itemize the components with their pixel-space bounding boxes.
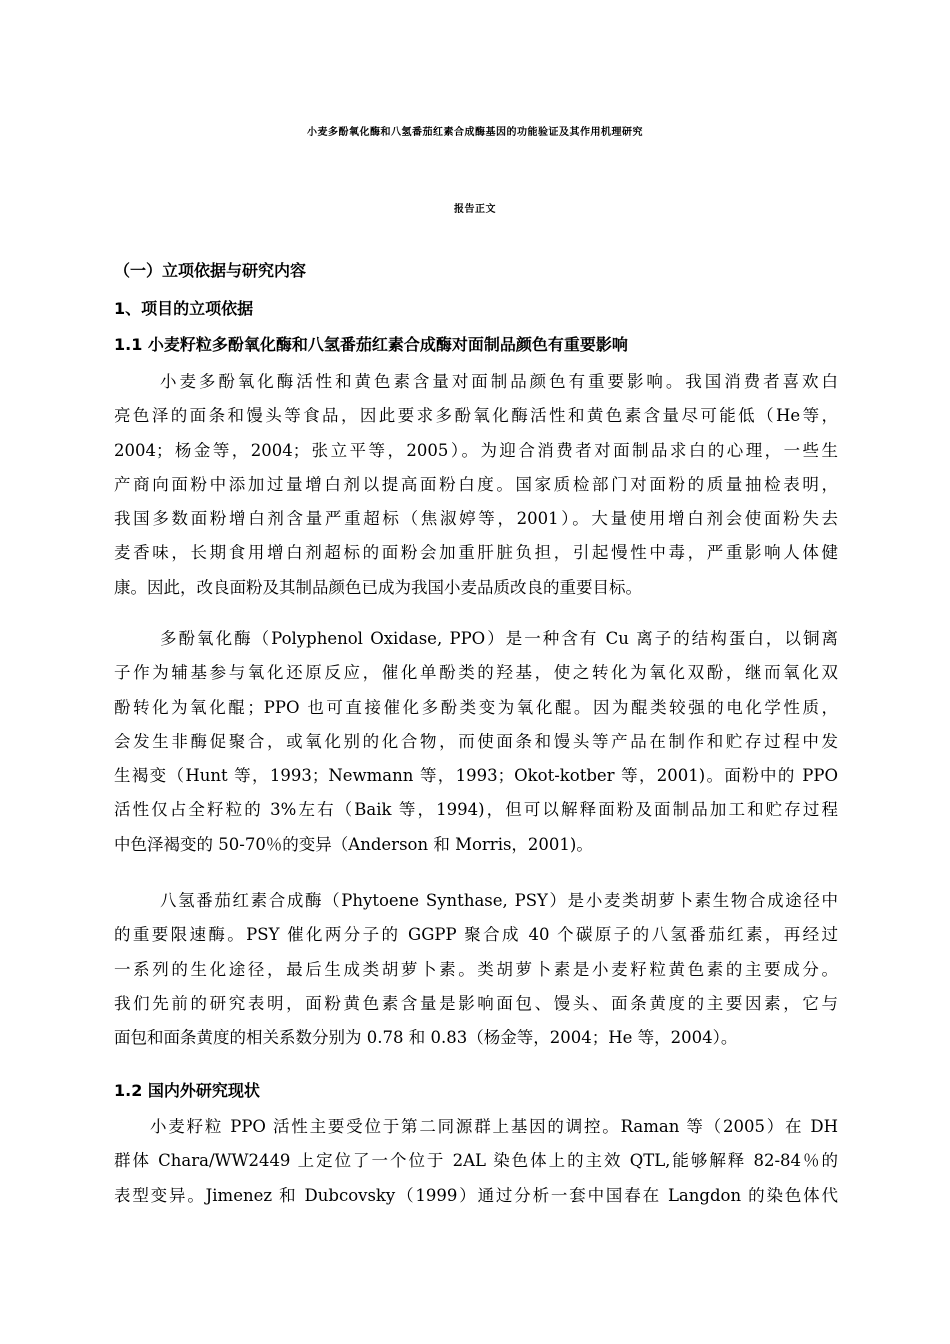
paragraph-2	[114, 622, 838, 862]
paragraph-line: 中色泽褐变的 50-70％的变异（Anderson 和 Morris，2001)。	[114, 834, 593, 854]
paragraph-line: 麦香味，长期食用增白剂超标的面粉会加重肝脏负担，引起慢性中毒，严重影响人体健	[114, 543, 838, 563]
paragraph-line: 多酚氧化酶（Polyphenol Oxidase, PPO）是一种含有 Cu 离子的结构蛋白，以铜离	[160, 629, 838, 648]
paragraph-1	[114, 365, 838, 605]
document-subtitle: 报告正文	[454, 204, 496, 215]
heading-1-1: 1.1 小麦籽粒多酚氧化酶和八氢番茄红素合成酶对面制品颜色有重要影响	[114, 335, 628, 354]
paragraph-3	[114, 884, 838, 1055]
paragraph-line: 康。因此，改良面粉及其制品颜色已成为我国小麦品质改良的重要目标。	[114, 577, 642, 597]
paragraph-line: 的重要限速酶。PSY 催化两分子的 GGPP 聚合成 40 个碳原子的八氢番茄红素，再经过	[114, 925, 838, 945]
heading-1-2: 1.2 国内外研究现状	[114, 1081, 260, 1100]
paragraph-line: 亮色泽的面条和馒头等食品，因此要求多酚氧化酶活性和黄色素含量尽可能低（He等，	[114, 406, 838, 426]
paragraph-line: 八氢番茄红素合成酶（Phytoene Synthase, PSY）是小麦类胡萝卜素生物合成途径中	[160, 891, 838, 910]
paragraph-line: 子作为辅基参与氧化还原反应，催化单酚类的羟基，使之转化为氧化双酚，继而氧化双	[114, 663, 838, 683]
paragraph-line: 我国多数面粉增白剂含量严重超标（焦淑婷等，2001）。大量使用增白剂会使面粉失去	[114, 509, 838, 529]
subsection-heading: 1、项目的立项依据	[114, 299, 254, 318]
paragraph-line: 活性仅占全籽粒的 3%左右（Baik 等，1994)，但可以解释面粉及面制品加工和贮存过程	[114, 800, 838, 820]
paragraph-line: 酚转化为氧化醌；PPO 也可直接催化多酚类变为氧化醌。因为醌类较强的电化学性质，	[114, 697, 838, 717]
paragraph-line: 小麦籽粒 PPO 活性主要受位于第二同源群上基因的调控。Raman 等（2005）在 DH	[150, 1117, 838, 1136]
document-title: 小麦多酚氧化酶和八氢番茄红素合成酶基因的功能验证及其作用机理研究	[307, 127, 643, 138]
paragraph-line: 产商向面粉中添加过量增白剂以提高面粉白度。国家质检部门对面粉的质量抽检表明，	[114, 474, 838, 494]
paragraph-line: 表型变异。Jimenez 和 Dubcovsky（1999）通过分析一套中国春在 Langdon 的染色体代	[114, 1185, 838, 1205]
section-heading: （一）立项依据与研究内容	[114, 261, 307, 280]
paragraph-4	[114, 1110, 838, 1213]
paragraph-line: 生褐变（Hunt 等，1993；Newmann 等，1993；Okot-kotber 等，2001)。面粉中的 PPO	[114, 766, 838, 786]
paragraph-line: 会发生非酶促聚合，或氧化别的化合物，而使面条和馒头等产品在制作和贮存过程中发	[114, 731, 838, 751]
paragraph-line: 2004；杨金等，2004；张立平等，2005）。为迎合消费者对面制品求白的心理，一些生	[114, 440, 838, 460]
paragraph-line: 我们先前的研究表明，面粉黄色素含量是影响面包、馒头、面条黄度的主要因素，它与	[114, 993, 838, 1013]
paragraph-line: 小麦多酚氧化酶活性和黄色素含量对面制品颜色有重要影响。我国消费者喜欢白	[160, 372, 838, 391]
paragraph-line: 群体 Chara/WW2449 上定位了一个位于 2AL 染色体上的主效 QTL,能够解释 82-84％的	[114, 1151, 838, 1171]
paragraph-line: 面包和面条黄度的相关系数分别为 0.78 和 0.83（杨金等，2004；He 等，2004）。	[114, 1028, 738, 1048]
paragraph-line: 一系列的生化途径，最后生成类胡萝卜素。类胡萝卜素是小麦籽粒黄色素的主要成分。	[114, 959, 838, 979]
